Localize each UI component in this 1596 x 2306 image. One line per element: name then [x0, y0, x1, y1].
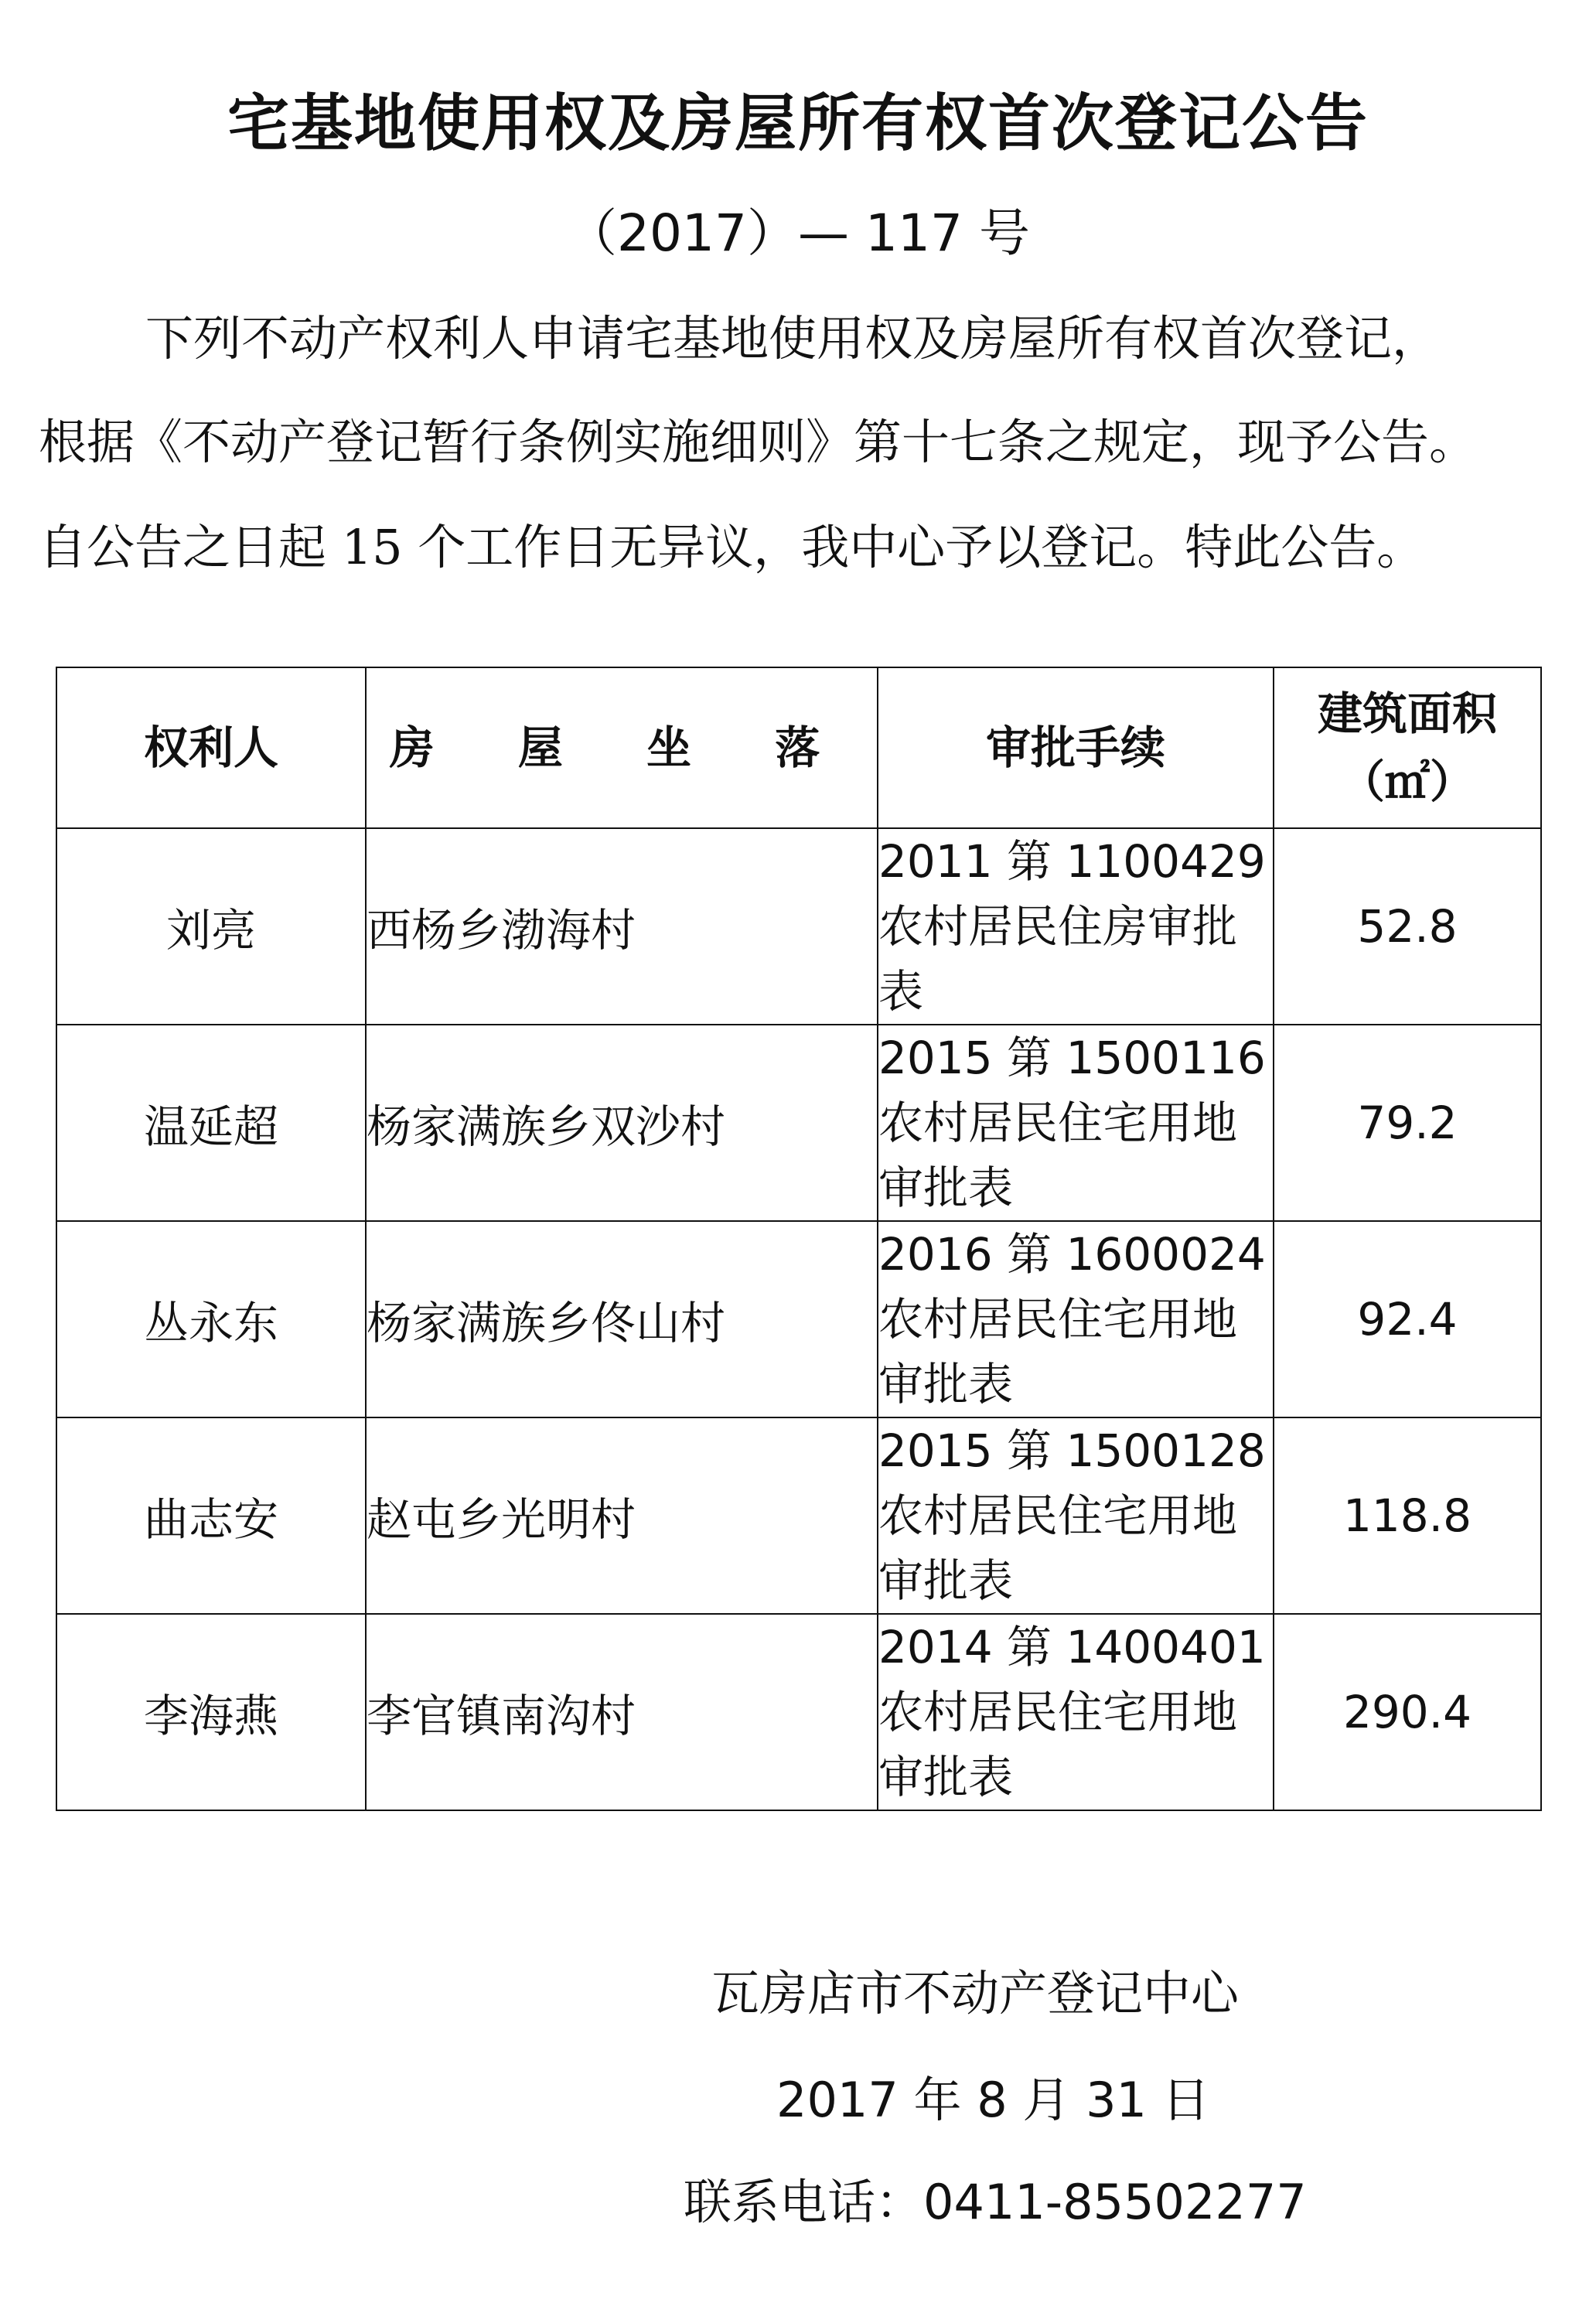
area-cell: 290.4 [1274, 1614, 1541, 1810]
header-approval: 审批手续 [878, 667, 1274, 828]
holder-cell: 李海燕 [56, 1614, 366, 1810]
location-cell: 杨家满族乡佟山村 [366, 1221, 878, 1417]
area-cell: 79.2 [1274, 1025, 1541, 1221]
header-area-label: 建筑面积 [1317, 687, 1497, 740]
approval-cell: 2011 第 1100429 农村居民住房审批表 [878, 828, 1274, 1025]
approval-cell: 2016 第 1600024 农村居民住宅用地审批表 [878, 1221, 1274, 1417]
area-cell: 118.8 [1274, 1417, 1541, 1614]
registration-table [56, 667, 1542, 1811]
document-number: （2017）— 117 号 [566, 203, 1030, 263]
table-row [56, 1614, 1541, 1810]
table-row [56, 1025, 1541, 1221]
notice-paragraph-line-3: 自公告之日起 15 个工作日无异议，我中心予以登记。特此公告。 [39, 519, 1425, 575]
notice-paragraph-line-2: 根据《不动产登记暂行条例实施细则》第十七条之规定，现予公告。 [39, 414, 1478, 470]
table-row [56, 1417, 1541, 1614]
area-cell: 52.8 [1274, 828, 1541, 1025]
approval-cell: 2015 第 1500128 农村居民住宅用地审批表 [878, 1417, 1274, 1614]
notice-paragraph-line-1: 下列不动产权利人申请宅基地使用权及房屋所有权首次登记， [145, 310, 1441, 367]
holder-cell: 温延超 [56, 1025, 366, 1221]
issuer-name: 瓦房店市不动产登记中心 [711, 1965, 1240, 2021]
table-row [56, 1221, 1541, 1417]
table-row [56, 828, 1541, 1025]
location-cell: 赵屯乡光明村 [366, 1417, 878, 1614]
contact-phone: 联系电话：0411-85502277 [684, 2174, 1307, 2230]
area-cell: 92.4 [1274, 1221, 1541, 1417]
location-cell: 杨家满族乡双沙村 [366, 1025, 878, 1221]
document-title: 宅基地使用权及房屋所有权首次登记公告 [227, 87, 1369, 159]
location-cell: 西杨乡渤海村 [366, 828, 878, 1025]
holder-cell: 丛永东 [56, 1221, 366, 1417]
approval-cell: 2014 第 1400401 农村居民住宅用地审批表 [878, 1614, 1274, 1810]
holder-cell: 曲志安 [56, 1417, 366, 1614]
table-header-row [56, 667, 1541, 828]
header-holder: 权利人 [56, 667, 366, 828]
holder-cell: 刘亮 [56, 828, 366, 1025]
header-area-unit: （㎡） [1339, 756, 1475, 808]
header-area [1274, 667, 1541, 828]
header-location: 房 屋 坐 落 [366, 667, 878, 828]
location-cell: 李官镇南沟村 [366, 1614, 878, 1810]
approval-cell: 2015 第 1500116 农村居民住宅用地审批表 [878, 1025, 1274, 1221]
issue-date: 2017 年 8 月 31 日 [776, 2072, 1210, 2128]
